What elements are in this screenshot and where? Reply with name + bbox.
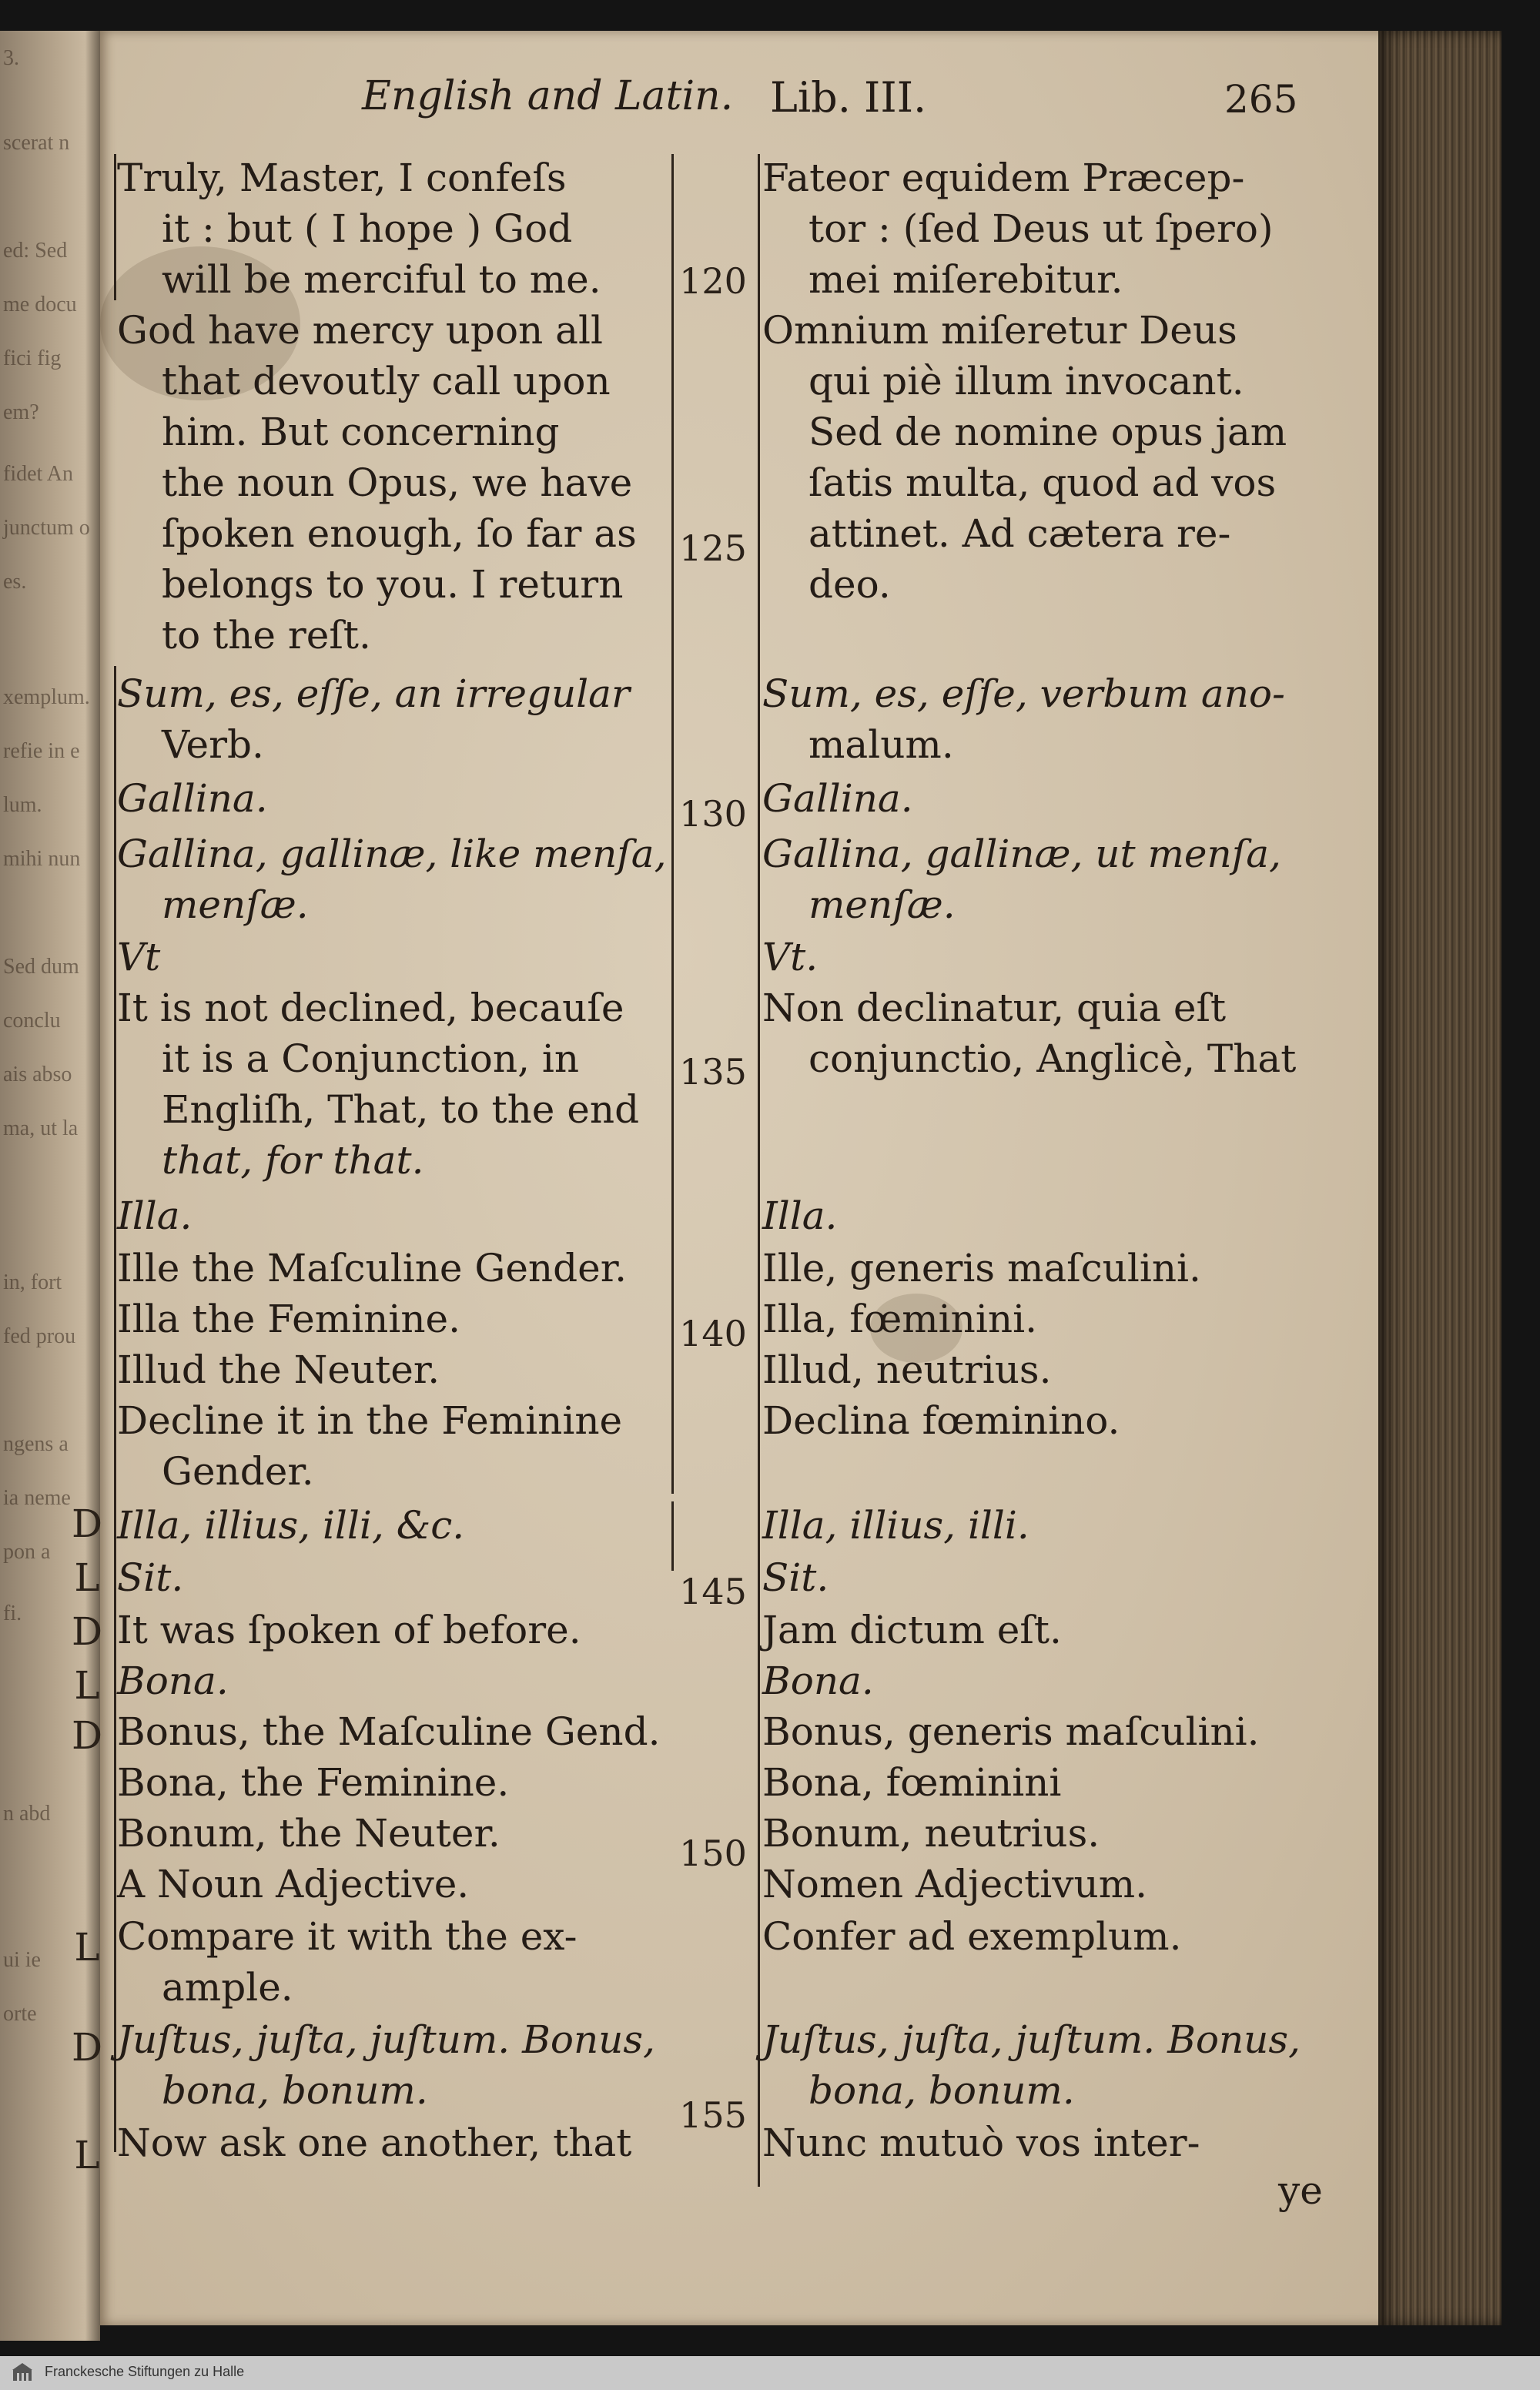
prev-page-fragment: es. [3, 570, 27, 594]
english-line: Gender. [162, 1449, 314, 1494]
english-line: Truly, Master, I confeſs [117, 156, 567, 200]
english-line: Illa the Feminine. [117, 1297, 461, 1341]
prev-page-fragment: Sed dum [3, 955, 79, 979]
latin-line: Illa. [762, 1193, 838, 1238]
latin-line: bona, bonum. [808, 2068, 1075, 2113]
english-line: will be merciful to me. [162, 257, 601, 302]
prev-page-fragment: ed: Sed [3, 239, 68, 263]
english-line: belongs to you. I return [162, 562, 624, 607]
line-number: 150 [679, 1833, 747, 1874]
latin-line: Illud, neutrius. [762, 1347, 1052, 1392]
english-line: Decline it in the Feminine [117, 1398, 623, 1443]
latin-line: Illa, fœminini. [762, 1297, 1037, 1341]
prev-page-fragment: fidet An [3, 462, 73, 486]
latin-line: Declina fœminino. [762, 1398, 1120, 1443]
line-number: 145 [679, 1571, 747, 1612]
english-line: Bonus, the Maſculine Gend. [117, 1709, 661, 1754]
prev-page-fragment: xemplum. [3, 685, 90, 709]
english-line: Illud the Neuter. [117, 1347, 440, 1392]
english-line: him. But concerning [162, 410, 560, 454]
latin-line: deo. [808, 562, 891, 607]
english-line: It was ſpoken of before. [117, 1608, 581, 1652]
prev-page-fragment: pon a [3, 1540, 51, 1564]
line-number: 155 [679, 2094, 747, 2136]
prev-page-fragment: ui ie [3, 1948, 41, 1972]
prev-page-fragment: 3. [3, 46, 19, 70]
line-number: 140 [679, 1313, 747, 1354]
latin-line: malum. [808, 722, 954, 767]
speaker-marker: D [71, 1609, 103, 1654]
prev-page-fragment: fi. [3, 1602, 22, 1625]
prev-page-fragment: orte [3, 2002, 37, 2026]
english-line: Juſtus, juſta, juſtum. Bonus, [117, 2017, 655, 2062]
english-line: that, for that. [162, 1138, 424, 1183]
english-line: It is not declined, becauſe [117, 986, 624, 1030]
latin-line: Non declinatur, quia eſt [762, 986, 1227, 1030]
line-number: 130 [679, 793, 747, 835]
latin-line: menſæ. [808, 882, 956, 927]
prev-page-fragment: em? [3, 400, 39, 424]
left-margin-rule [114, 666, 116, 2152]
prev-page-fragment: ia neme [3, 1486, 71, 1510]
left-column-rule [671, 154, 674, 1494]
latin-line: Nomen Adjectivum. [762, 1862, 1147, 1906]
latin-line: Vt. [762, 935, 819, 979]
latin-line: Bona. [762, 1659, 874, 1703]
latin-line: Illa, illius, illi. [762, 1503, 1029, 1548]
english-line: menſæ. [162, 882, 309, 927]
english-line: the noun Opus, we have [162, 460, 633, 505]
latin-line: Gallina, gallinæ, ut menſa, [762, 832, 1281, 876]
latin-line: conjunctio, Anglicè, That [808, 1036, 1297, 1081]
english-line: it is a Conjunction, in [162, 1036, 580, 1081]
english-line: Ille the Maſculine Gender. [117, 1246, 628, 1290]
latin-line: Sit. [762, 1555, 829, 1600]
speaker-marker: D [71, 2025, 103, 2070]
english-line: Sit. [117, 1555, 184, 1600]
speaker-marker: L [74, 1555, 100, 1600]
latin-line: qui piè illum invocant. [808, 359, 1244, 403]
book-reference: Lib. III. [770, 73, 927, 122]
english-line: A Noun Adjective. [117, 1862, 470, 1906]
center-column-rule [758, 154, 760, 2187]
book-fore-edge [1378, 31, 1502, 2325]
english-line: that devoutly call upon [162, 359, 611, 403]
latin-line: attinet. Ad cætera re- [808, 511, 1231, 556]
prev-page-fragment: ais abso [3, 1063, 72, 1086]
scan-footer-bar [0, 2356, 1540, 2390]
prev-page-fragment: mihi nun [3, 847, 81, 871]
speaker-marker: L [74, 1663, 100, 1708]
speaker-marker: L [74, 2133, 100, 2177]
running-head: English and Latin. [362, 73, 734, 119]
prev-page-fragment: ngens a [3, 1432, 69, 1456]
left-margin-rule [114, 154, 116, 300]
prev-page-fragment: conclu [3, 1009, 61, 1033]
latin-line: ſatis multa, quod ad vos [808, 460, 1277, 505]
prev-page-fragment: scerat n [3, 131, 70, 155]
english-line: Verb. [162, 722, 264, 767]
english-line: bona, bonum. [162, 2068, 428, 2113]
speaker-marker: D [71, 1713, 103, 1758]
english-line: ample. [162, 1965, 293, 2010]
latin-line: Juſtus, juſta, juſtum. Bonus, [762, 2017, 1301, 2062]
line-number: 125 [679, 527, 747, 569]
english-line: to the reſt. [162, 613, 371, 658]
english-line: God have mercy upon all [117, 308, 603, 353]
latin-line: Confer ad exemplum. [762, 1914, 1182, 1959]
latin-line: Bona, fœminini [762, 1760, 1062, 1805]
english-line: ſpoken enough, ſo far as [162, 511, 637, 556]
left-column-rule [671, 1501, 674, 1571]
latin-line: Nunc mutuò vos inter- [762, 2121, 1200, 2165]
latin-line: Omnium miſeretur Deus [762, 308, 1237, 353]
latin-line: Jam dictum eſt. [762, 1608, 1062, 1652]
page-number: 265 [1224, 77, 1298, 122]
prev-page-fragment: junctum o [3, 516, 90, 540]
latin-line: Bonum, neutrius. [762, 1811, 1100, 1856]
speaker-marker: D [71, 1501, 103, 1546]
latin-line: tor : (ſed Deus ut ſpero) [808, 206, 1274, 251]
prev-page-fragment: lum. [3, 793, 42, 817]
speaker-marker: L [74, 1925, 100, 1970]
latin-line: Bonus, generis maſculini. [762, 1709, 1260, 1754]
prev-page-fragment: ma, ut la [3, 1116, 79, 1140]
english-line: Gallina. [117, 776, 268, 821]
line-number: 135 [679, 1051, 747, 1093]
english-line: Bona, the Feminine. [117, 1760, 510, 1805]
catchword: ye [1278, 2168, 1323, 2213]
english-line: Illa, illius, illi, &c. [117, 1503, 465, 1548]
prev-page-fragment: refie in e [3, 739, 80, 763]
english-line: Bona. [117, 1659, 229, 1703]
institution-logo-icon [11, 2361, 34, 2384]
english-line: Compare it with the ex- [117, 1914, 578, 1959]
latin-line: Fateor equidem Præcep- [762, 156, 1245, 200]
english-line: Sum, es, eſſe, an irregular [117, 671, 630, 716]
english-line: Gallina, gallinæ, like menſa, [117, 832, 667, 876]
prev-page-fragment: me docu [3, 293, 77, 316]
english-line: Bonum, the Neuter. [117, 1811, 500, 1856]
prev-page-fragment: fed prou [3, 1324, 76, 1348]
english-line: Vt [117, 935, 161, 979]
line-number: 120 [679, 260, 747, 302]
english-line: it : but ( I hope ) God [162, 206, 573, 251]
latin-line: Ille, generis maſculini. [762, 1246, 1201, 1290]
prev-page-fragment: n abd [3, 1802, 51, 1826]
previous-page-edge [0, 31, 100, 2341]
prev-page-fragment: fici fig [3, 346, 62, 370]
latin-line: Sum, es, eſſe, verbum ano- [762, 671, 1285, 716]
latin-line: Gallina. [762, 776, 913, 821]
footer-credit: Franckesche Stiftungen zu Halle [45, 2364, 245, 2379]
english-line: Illa. [117, 1193, 192, 1238]
english-line: Engliſh, That, to the end [162, 1087, 640, 1132]
latin-line: mei miſerebitur. [808, 257, 1123, 302]
latin-line: Sed de nomine opus jam [808, 410, 1287, 454]
english-line: Now ask one another, that [117, 2121, 632, 2165]
prev-page-fragment: in, fort [3, 1270, 62, 1294]
